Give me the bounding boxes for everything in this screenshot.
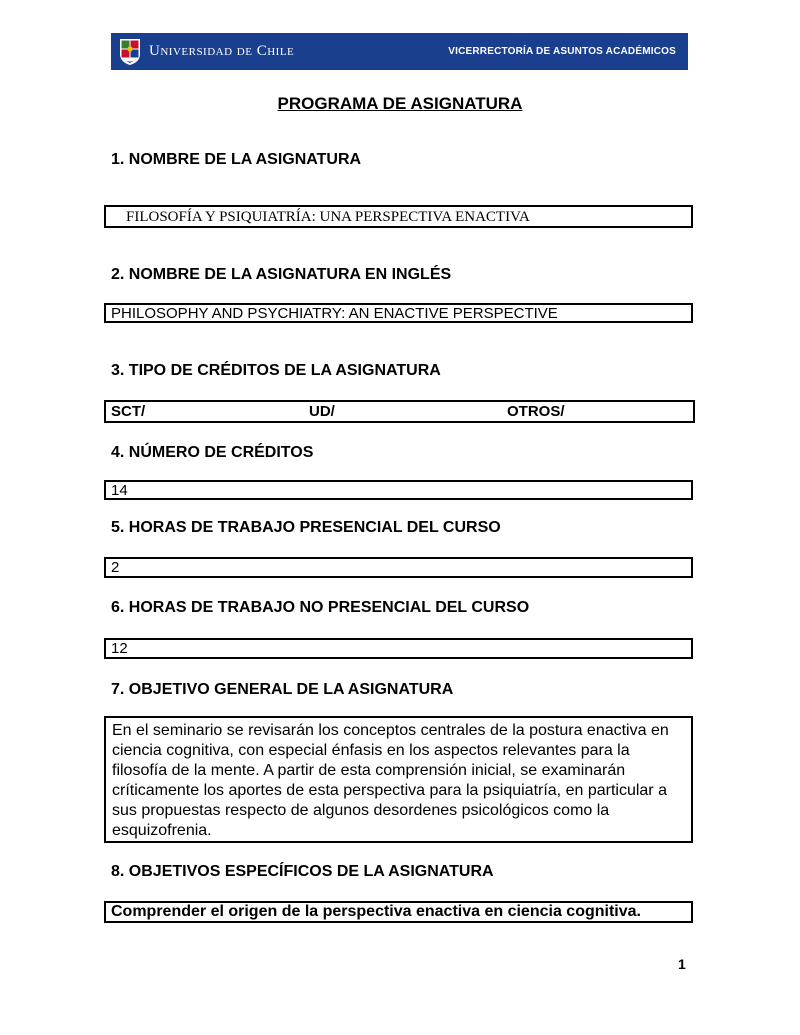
credit-type-ud: UD/	[309, 403, 335, 420]
header-banner	[111, 33, 688, 70]
course-name-box: FILOSOFÍA Y PSIQUIATRÍA: UNA PERSPECTIVA ENACTIVA	[104, 205, 693, 228]
specific-objectives-box: Comprender el origen de la perspectiva enactiva en ciencia cognitiva.	[104, 901, 693, 923]
university-logo	[119, 38, 294, 66]
course-name-english-box: PHILOSOPHY AND PSYCHIATRY: AN ENACTIVE PERSPECTIVE	[104, 303, 693, 323]
page-title: PROGRAMA DE ASIGNATURA	[277, 94, 523, 113]
remote-hours-box: 12	[104, 638, 693, 659]
section-3-heading: 3. TIPO DE CRÉDITOS DE LA ASIGNATURA	[111, 362, 441, 379]
general-objective-box: En el seminario se revisarán los conceptos centrales de la postura enactiva en ciencia cognitiva, con especial énfasis en los aspectos relevantes para la filosofía de la mente. A partir de esta comprensión inicial, se examinarán críticamente los aportes de esta perspectiva para la psiquiatría, en particular a sus propuestas respecto de algunos desordenes psicológicos como la esquizofrenia.	[104, 716, 693, 843]
credit-type-box	[104, 400, 695, 423]
section-4-heading: 4. NÚMERO DE CRÉDITOS	[111, 444, 314, 461]
section-1-heading: 1. NOMBRE DE LA ASIGNATURA	[111, 151, 362, 168]
section-6-heading: 6. HORAS DE TRABAJO NO PRESENCIAL DEL CURSO	[111, 599, 530, 616]
section-7-heading: 7. OBJETIVO GENERAL DE LA ASIGNATURA	[111, 681, 454, 698]
university-name: Universidad de Chile	[149, 43, 295, 59]
section-5-heading: 5. HORAS DE TRABAJO PRESENCIAL DEL CURSO	[111, 519, 501, 536]
department-name: VICERRECTORÍA DE ASUNTOS ACADÉMICOS	[448, 46, 676, 57]
credit-type-sct: SCT/	[111, 403, 146, 420]
in-person-hours-box: 2	[104, 557, 693, 578]
credits-number-box: 14	[104, 480, 693, 500]
page-number: 1	[678, 956, 686, 972]
credit-type-otros: OTROS/	[507, 403, 565, 420]
section-8-heading: 8. OBJETIVOS ESPECÍFICOS DE LA ASIGNATURA	[111, 863, 494, 880]
section-2-heading: 2. NOMBRE DE LA ASIGNATURA EN INGLÉS	[111, 266, 452, 283]
university-crest-icon	[119, 38, 141, 66]
